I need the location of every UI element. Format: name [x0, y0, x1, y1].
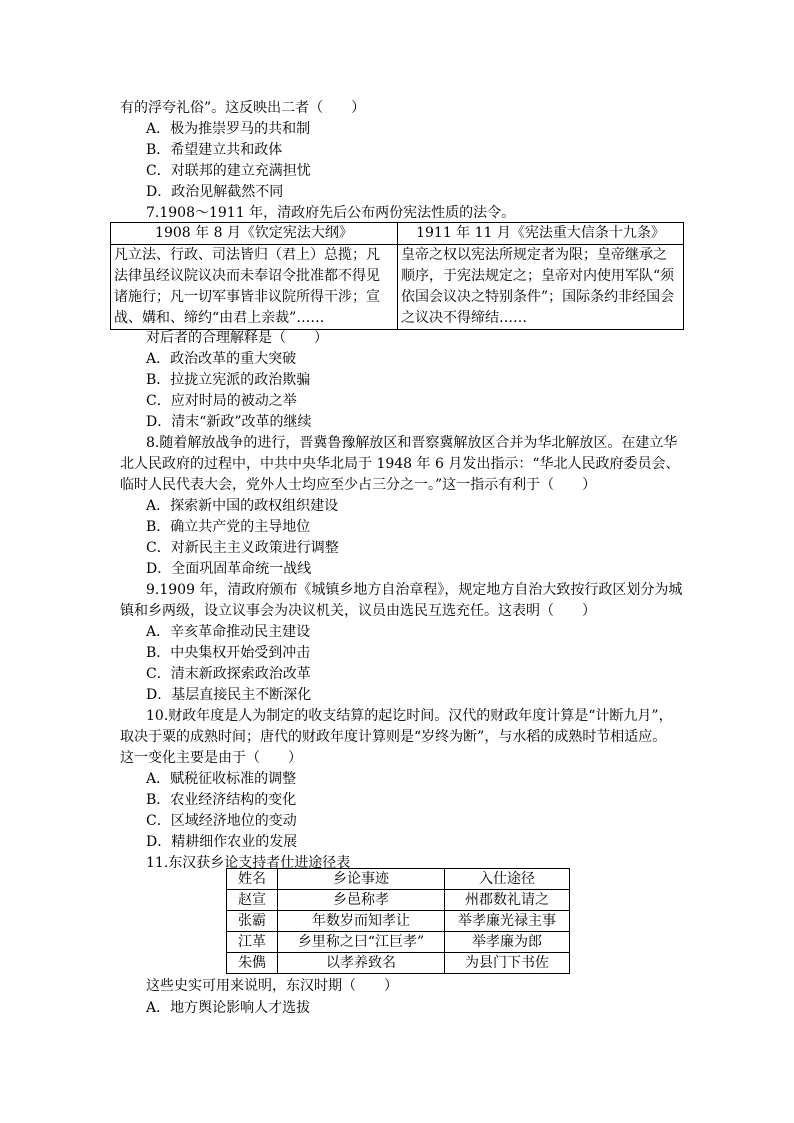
table-header-row — [227, 869, 570, 890]
q7-left-line: 诸施行；凡一切军事皆非议院所得干涉；宣 — [114, 289, 380, 305]
q8-option-c[interactable]: C．对新民主主义政策进行调整 — [146, 540, 339, 556]
q9-option-c[interactable]: C．清末新政探索政治改革 — [146, 666, 311, 682]
q7-option-b[interactable]: B．拉拢立宪派的政治欺骗 — [146, 372, 311, 388]
q7-table-right-header: 1911 年 11 月《宪法重大信条十九条》 — [398, 223, 684, 245]
q7-table-right-content — [398, 245, 684, 330]
q8-option-d[interactable]: D．全面巩固革命统一战线 — [146, 561, 312, 577]
q7-left-line: 法律虽经议院议决而未奉诏令批准都不得见 — [114, 268, 380, 284]
q10-option-b[interactable]: B．农业经济结构的变化 — [146, 792, 297, 808]
q11-header-name: 姓名 — [227, 869, 278, 890]
table-cell: 乡里称之曰“江巨孝” — [278, 932, 445, 953]
q7-right-line: 皇帝之权以宪法所规定者为限；皇帝继承之 — [401, 247, 667, 263]
table-cell: 张霸 — [227, 911, 278, 932]
q11-question: 这些史实可用来说明，东汉时期（ ） — [146, 978, 398, 994]
table-cell: 年数岁而知孝让 — [278, 911, 445, 932]
q6-stem-tail: 有的浮夸礼俗”。这反映出二者（ ） — [120, 100, 366, 116]
q9-option-d[interactable]: D．基层直接民主不断深化 — [146, 687, 312, 703]
q11-stem: 11.东汉获乡论支持者仕进途径表 — [146, 855, 351, 871]
q7-question: 对后者的合理解释是（ ） — [146, 330, 328, 346]
table-cell: 江革 — [227, 932, 278, 953]
q8-stem-line-3: 临时人民代表大会，党外人士均应至少占三分之一。”这一指示有利于（ ） — [120, 477, 597, 493]
q9-stem-line-2: 镇和乡两级，设立议事会为决议机关，议员由选民互选充任。这表明（ ） — [120, 603, 596, 619]
q10-stem-line-1: 10.财政年度是人为制定的收支结算的起讫时间。汉代的财政年度计算是“计断九月”， — [146, 708, 673, 724]
table-cell: 朱儁 — [227, 953, 278, 974]
q7-right-line: 顺序，于宪法规定之；皇帝对内使用军队“须 — [401, 268, 675, 284]
table-cell: 乡邑称孝 — [278, 890, 445, 911]
q10-stem-line-2: 取决于粟的成熟时间；唐代的财政年度计算则是“岁终为断”，与水稻的成熟时节相适应。 — [120, 729, 667, 745]
q7-right-line: 之议决不得缔结…… — [401, 310, 527, 326]
q9-option-b[interactable]: B．中央集权开始受到冲击 — [146, 645, 311, 661]
q10-stem-line-3: 这一变化主要是由于（ ） — [120, 750, 302, 766]
q8-option-a[interactable]: A．探索新中国的政权组织建设 — [146, 498, 339, 514]
table-cell: 举孝廉光禄主事 — [445, 911, 570, 932]
q6-option-c[interactable]: C．对联邦的建立充满担忧 — [146, 163, 311, 179]
q11-table — [226, 868, 570, 974]
q7-right-line: 依国会议决之特别条件”；国际条约非经国会 — [401, 289, 675, 305]
table-cell: 州郡数礼请之 — [445, 890, 570, 911]
table-cell: 为县门下书佐 — [445, 953, 570, 974]
q6-option-a[interactable]: A．极为推崇罗马的共和制 — [146, 121, 311, 137]
q7-stem: 7.1908～1911 年，清政府先后公布两份宪法性质的法令。 — [146, 205, 516, 221]
q9-option-a[interactable]: A．辛亥革命推动民主建设 — [146, 624, 311, 640]
q10-option-c[interactable]: C．区域经济地位的变动 — [146, 813, 297, 829]
q11-option-a[interactable]: A．地方舆论影响人才选拔 — [146, 1000, 311, 1016]
q6-option-b[interactable]: B．希望建立共和政体 — [146, 142, 283, 158]
table-cell: 以孝养致名 — [278, 953, 445, 974]
q7-option-d[interactable]: D．清末“新政”改革的继续 — [146, 414, 312, 430]
q10-option-d[interactable]: D．精耕细作农业的发展 — [146, 834, 298, 850]
q6-option-d[interactable]: D．政治见解截然不同 — [146, 184, 284, 200]
table-row — [227, 953, 570, 974]
q7-table-left-header: 1908 年 8 月《钦定宪法大纲》 — [111, 223, 398, 245]
table-cell: 举孝廉为郎 — [445, 932, 570, 953]
table-cell: 赵宣 — [227, 890, 278, 911]
table-row — [227, 932, 570, 953]
q11-header-path: 入仕途径 — [445, 869, 570, 890]
q8-stem-line-1: 8.随着解放战争的进行，晋冀鲁豫解放区和晋察冀解放区合并为华北解放区。在建立华 — [146, 435, 678, 451]
q8-stem-line-2: 北人民政府的过程中，中共中央华北局于 1948 年 6 月发出指示：“华北人民政府委员会、 — [120, 456, 680, 472]
q8-option-b[interactable]: B．确立共产党的主导地位 — [146, 519, 311, 535]
q10-option-a[interactable]: A．赋税征收标准的调整 — [146, 771, 297, 787]
q7-left-line: 凡立法、行政、司法皆归（君上）总揽；凡 — [114, 247, 380, 263]
q7-option-a[interactable]: A．政治改革的重大突破 — [146, 351, 297, 367]
q9-stem-line-1: 9.1909 年，清政府颁布《城镇乡地方自治章程》，规定地方自治大致按行政区划分为城 — [146, 582, 683, 598]
q7-table — [110, 222, 684, 330]
q11-header-deeds: 乡论事迹 — [278, 869, 445, 890]
q7-table-left-content — [111, 245, 398, 330]
table-row — [227, 890, 570, 911]
table-row — [227, 911, 570, 932]
q7-left-line: 战、媾和、缔约“由君上亲裁”…… — [114, 310, 325, 326]
q7-option-c[interactable]: C．应对时局的被动之举 — [146, 393, 297, 409]
